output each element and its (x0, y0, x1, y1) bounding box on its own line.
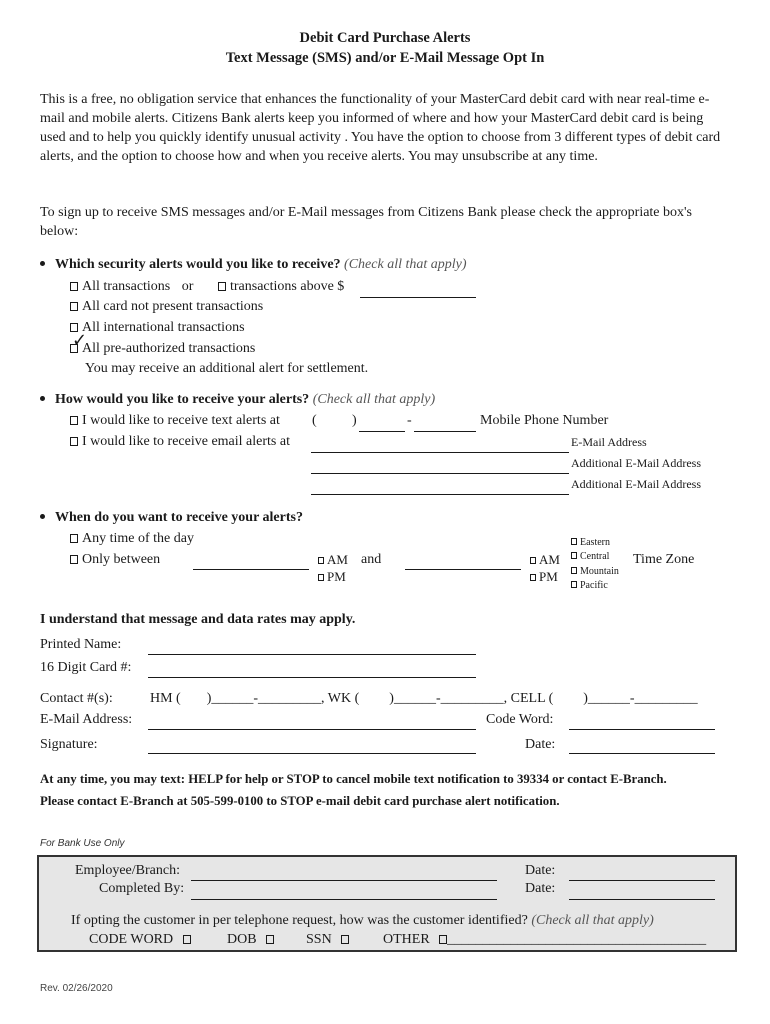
bank-use-label: For Bank Use Only (40, 838, 125, 849)
and-text: and (361, 552, 382, 567)
checkbox-icon[interactable] (70, 555, 78, 564)
checkbox-icon[interactable] (571, 538, 577, 545)
checkbox-icon[interactable] (70, 282, 78, 291)
checkbox-icon[interactable] (341, 935, 349, 944)
end-am-option[interactable]: AM (530, 552, 560, 568)
security-question: Which security alerts would you like to receive? (Check all that apply) (40, 257, 467, 273)
bank-date-field-2[interactable] (569, 899, 715, 900)
signup-instructions: To sign up to receive SMS messages and/or E-Mail messages from Citizens Bank please check the appropriate box's below: (40, 205, 692, 239)
code-word-field[interactable] (569, 729, 715, 730)
security-hint: (Check all that apply) (344, 257, 467, 272)
end-time-field[interactable] (405, 569, 521, 570)
area-code-open: ( (312, 413, 317, 428)
zone-mountain[interactable]: Mountain (571, 566, 619, 577)
checkbox-icon[interactable] (70, 534, 78, 543)
checkbox-icon[interactable] (70, 416, 78, 425)
bullet-icon (40, 514, 45, 519)
date-field[interactable] (569, 753, 715, 754)
id-dob-option[interactable]: DOB (227, 932, 278, 948)
opt-card-not-present[interactable]: All card not present transactions (70, 299, 263, 315)
additional-email-caption-1: Additional E-Mail Address (571, 456, 701, 470)
zone-eastern[interactable]: Eastern (571, 537, 610, 548)
checkbox-icon[interactable] (70, 302, 78, 311)
revision-date: Rev. 02/26/2020 (40, 983, 113, 994)
home-phone-field[interactable]: HM ( )______-_________, WK ( )______-_________, CELL ( )______-_________ (150, 691, 698, 706)
bullet-icon (40, 261, 45, 266)
rates-statement: I understand that message and data rates may apply. (40, 612, 356, 627)
end-pm-option[interactable]: PM (530, 569, 558, 585)
checkbox-icon[interactable] (571, 552, 577, 559)
checkmark-icon: ✓ (72, 330, 88, 351)
amount-field[interactable] (360, 297, 476, 298)
email-stop-notice: Please contact E-Branch at 505-599-0100 to STOP e-mail debit card purchase alert notification. (40, 794, 560, 808)
checkbox-icon[interactable] (530, 557, 536, 564)
area-code-close: ) (352, 413, 357, 428)
signature-label: Signature: (40, 737, 98, 752)
id-code-word-option[interactable]: CODE WORD (89, 932, 195, 948)
additional-email-field-2[interactable] (311, 494, 569, 495)
bank-hint: (Check all that apply) (531, 913, 654, 928)
checkbox-icon[interactable] (318, 557, 324, 564)
employee-branch-label: Employee/Branch: (75, 863, 180, 878)
phone-dash: - (407, 413, 412, 428)
employee-branch-field[interactable] (191, 880, 497, 881)
opt-text-alerts[interactable]: I would like to receive text alerts at (70, 413, 280, 429)
opt-email-alerts[interactable]: I would like to receive email alerts at (70, 434, 290, 450)
id-ssn-option[interactable]: SSN (306, 932, 353, 948)
completed-by-field[interactable] (191, 899, 497, 900)
opt-any-time[interactable]: Any time of the day (70, 531, 194, 547)
form-subtitle: Text Message (SMS) and/or E-Mail Message Opt In (225, 50, 545, 66)
printed-name-label: Printed Name: (40, 637, 122, 652)
delivery-question: How would you like to receive your alerts? (Check all that apply) (40, 392, 435, 408)
phone-prefix-field[interactable] (359, 431, 405, 432)
completed-by-label: Completed By: (99, 881, 185, 896)
form-title: Debit Card Purchase Alerts (299, 30, 471, 46)
bank-date-label-1: Date: (525, 863, 556, 878)
start-time-field[interactable] (193, 569, 309, 570)
checkbox-icon[interactable] (70, 437, 78, 446)
mobile-label: Mobile Phone Number (480, 413, 609, 428)
opt-only-between[interactable]: Only between (70, 552, 160, 568)
checkbox-icon[interactable] (571, 567, 577, 574)
zone-central[interactable]: Central (571, 551, 609, 562)
checkbox-icon[interactable] (183, 935, 191, 944)
intro-paragraph: This is a free, no obligation service that enhances the functionality of your MasterCard debit card with near real-time e-mail and mobile alerts. Citizens Bank alerts keep you informed of where and how your MasterCard debit card is being used and to help you quickly identify unusual activity . You have the option to choose from 3 different types of debit card alerts, and the option to choose how and when you receive alerts. You may unsubscribe at any time. (40, 92, 721, 164)
date-label: Date: (525, 737, 556, 752)
bank-use-box (37, 855, 737, 952)
id-other-option[interactable]: OTHER _____________________________________ (383, 932, 707, 947)
start-pm-option[interactable]: PM (318, 569, 346, 585)
bank-date-label-2: Date: (525, 881, 556, 896)
email-caption: E-Mail Address (571, 435, 647, 449)
card-number-field[interactable] (148, 677, 476, 678)
checkbox-icon[interactable] (218, 282, 226, 291)
opt-international[interactable]: All international transactions (70, 320, 245, 336)
code-word-label: Code Word: (486, 712, 554, 727)
opt-pre-authorized[interactable]: All pre-authorized transactions (70, 341, 255, 357)
checkbox-icon[interactable] (266, 935, 274, 944)
bullet-icon (40, 396, 45, 401)
contact-label: Contact #(s): (40, 691, 113, 706)
zone-pacific[interactable]: Pacific (571, 580, 608, 591)
card-number-label: 16 Digit Card #: (40, 660, 132, 675)
checkbox-icon[interactable] (571, 581, 577, 588)
email-address-field[interactable] (148, 729, 476, 730)
help-stop-notice: At any time, you may text: HELP for help or STOP to cancel mobile text notification to 39334 or contact E-Branch. (40, 772, 667, 786)
delivery-hint: (Check all that apply) (312, 392, 436, 407)
timing-question: When do you want to receive your alerts? (40, 510, 303, 526)
additional-email-field-1[interactable] (311, 473, 569, 474)
printed-name-field[interactable] (148, 654, 476, 655)
additional-email-caption-2: Additional E-Mail Address (571, 477, 701, 491)
bank-date-field-1[interactable] (569, 880, 715, 881)
phone-line-field[interactable] (414, 431, 476, 432)
checkbox-icon[interactable] (439, 935, 447, 944)
opt-all-transactions[interactable]: All transactions or (70, 279, 193, 295)
settlement-note: You may receive an additional alert for settlement. (85, 361, 369, 376)
opt-transactions-above[interactable]: transactions above $ (218, 279, 344, 295)
phone-id-question: If opting the customer in per telephone request, how was the customer identified? (Check all that apply) (71, 913, 654, 928)
email-field[interactable] (311, 452, 569, 453)
email-label: E-Mail Address: (40, 712, 133, 727)
signature-field[interactable] (148, 753, 476, 754)
start-am-option[interactable]: AM (318, 552, 348, 568)
time-zone-label: Time Zone (633, 552, 695, 567)
checkbox-icon[interactable] (318, 574, 324, 581)
checkbox-icon[interactable] (530, 574, 536, 581)
